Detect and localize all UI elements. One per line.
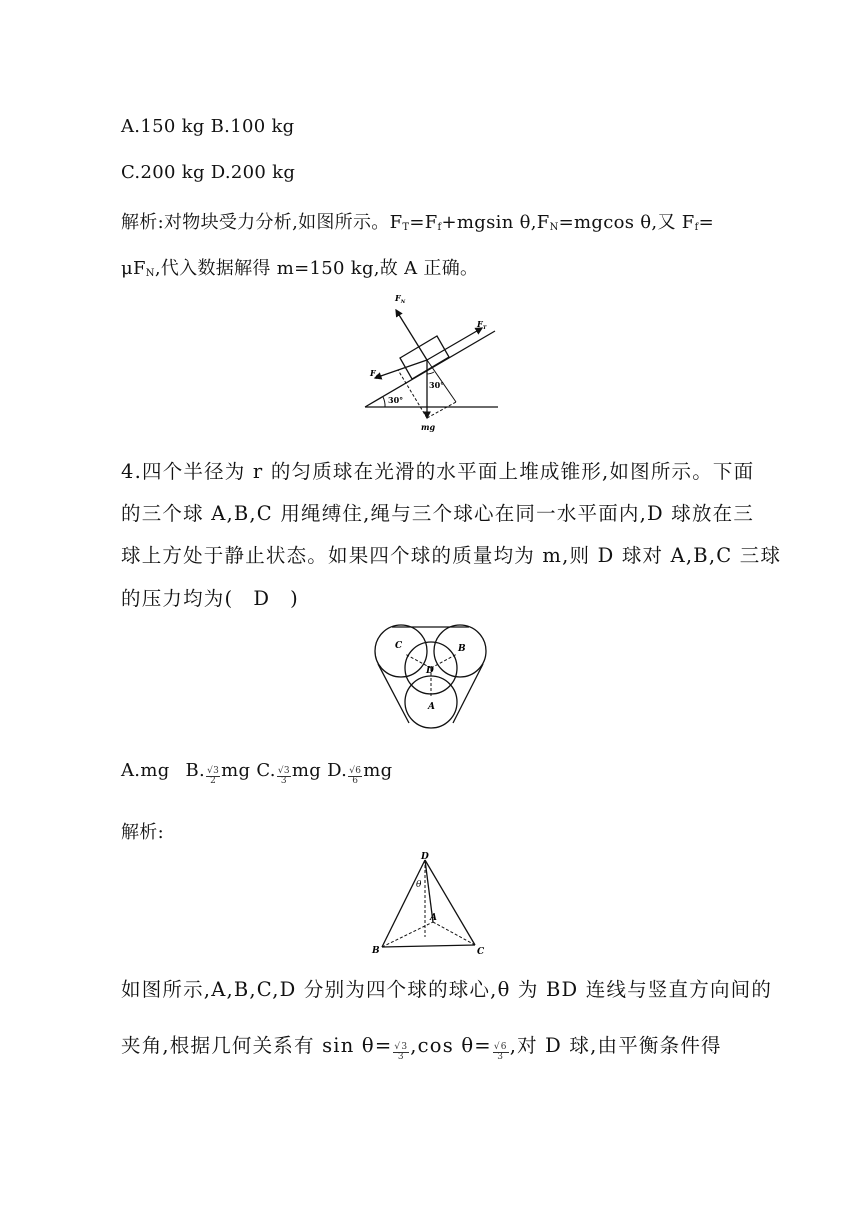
- analysis-line-2: $\mu F_N$,代入数据解得 m=150 kg,故 A 正确。: [121, 258, 479, 279]
- answer-letter: D: [253, 587, 271, 610]
- sphere-label-a: A: [428, 702, 435, 712]
- sphere-label-b: B: [458, 644, 466, 654]
- sphere-label-c: C: [395, 641, 403, 651]
- fraction-d: $\frac{√6}{6}$: [349, 766, 362, 786]
- question-4-line-3: 球上方处于静止状态。如果四个球的质量均为 m,则 D 球对 A,B,C 三球: [121, 544, 782, 567]
- question-4-line-4: 的压力均为( D ): [121, 587, 299, 610]
- analysis-4-line-1: 如图所示,A,B,C,D 分别为四个球的球心,θ 为 BD 连线与竖直方向间的: [121, 978, 773, 1001]
- question-4-line-1: 4.四个半径为 r 的匀质球在光滑的水平面上堆成锥形,如图所示。下面: [121, 460, 755, 483]
- label-ft: $F_T$: [477, 319, 487, 331]
- angle-label-theta: θ: [416, 880, 422, 890]
- label-mg: mg: [421, 422, 436, 432]
- sphere-label-d: D: [426, 666, 434, 676]
- question-4-options: A.mg B. $\frac{√3}{2}$ mg C. $\frac{√3}{3}$ mg D. $\frac{√6}{6}$ mg: [121, 760, 393, 786]
- vertex-label-d: D: [421, 852, 429, 862]
- label-angle-base: 30°: [388, 395, 404, 405]
- analysis-line-1: 解析:对物块受力分析,如图所示。$F_T=F_f+mgsin$ $\theta,F_N=mgcos$ θ,又 $F_f=$: [121, 212, 714, 233]
- label-angle-top: 30°: [429, 380, 445, 390]
- option-line-ab: A.150 kg B.100 kg: [121, 116, 295, 137]
- option-line-cd: C.200 kg D.200 kg: [121, 162, 296, 183]
- incline-force-diagram: [360, 290, 505, 435]
- label-ff: $F_f$: [370, 368, 378, 380]
- fraction-cos: $\frac{√6}{3}$: [493, 1042, 508, 1062]
- fraction-sin: $\frac{√3}{3}$: [394, 1042, 409, 1062]
- analysis-4-line-2: 夹角,根据几何关系有 sin θ= $\frac{√3}{3}$ ,cos θ= $\frac{√6}{3}$ ,对 D 球,由平衡条件得: [121, 1034, 722, 1062]
- fraction-c: $\frac{√3}{3}$: [277, 766, 290, 786]
- vertex-label-c: C: [477, 947, 485, 957]
- spheres-figure: [372, 624, 490, 734]
- vertex-label-a: A: [430, 913, 437, 923]
- question-4-line-2: 的三个球 A,B,C 用绳缚住,绳与三个球心在同一水平面内,D 球放在三: [121, 502, 755, 525]
- label-fn: $F_N$: [395, 293, 406, 305]
- vertex-label-b: B: [372, 946, 380, 956]
- analysis-label: 解析:: [121, 822, 164, 843]
- tetrahedron-figure: [370, 850, 492, 960]
- fraction-b: $\frac{√3}{2}$: [207, 766, 220, 786]
